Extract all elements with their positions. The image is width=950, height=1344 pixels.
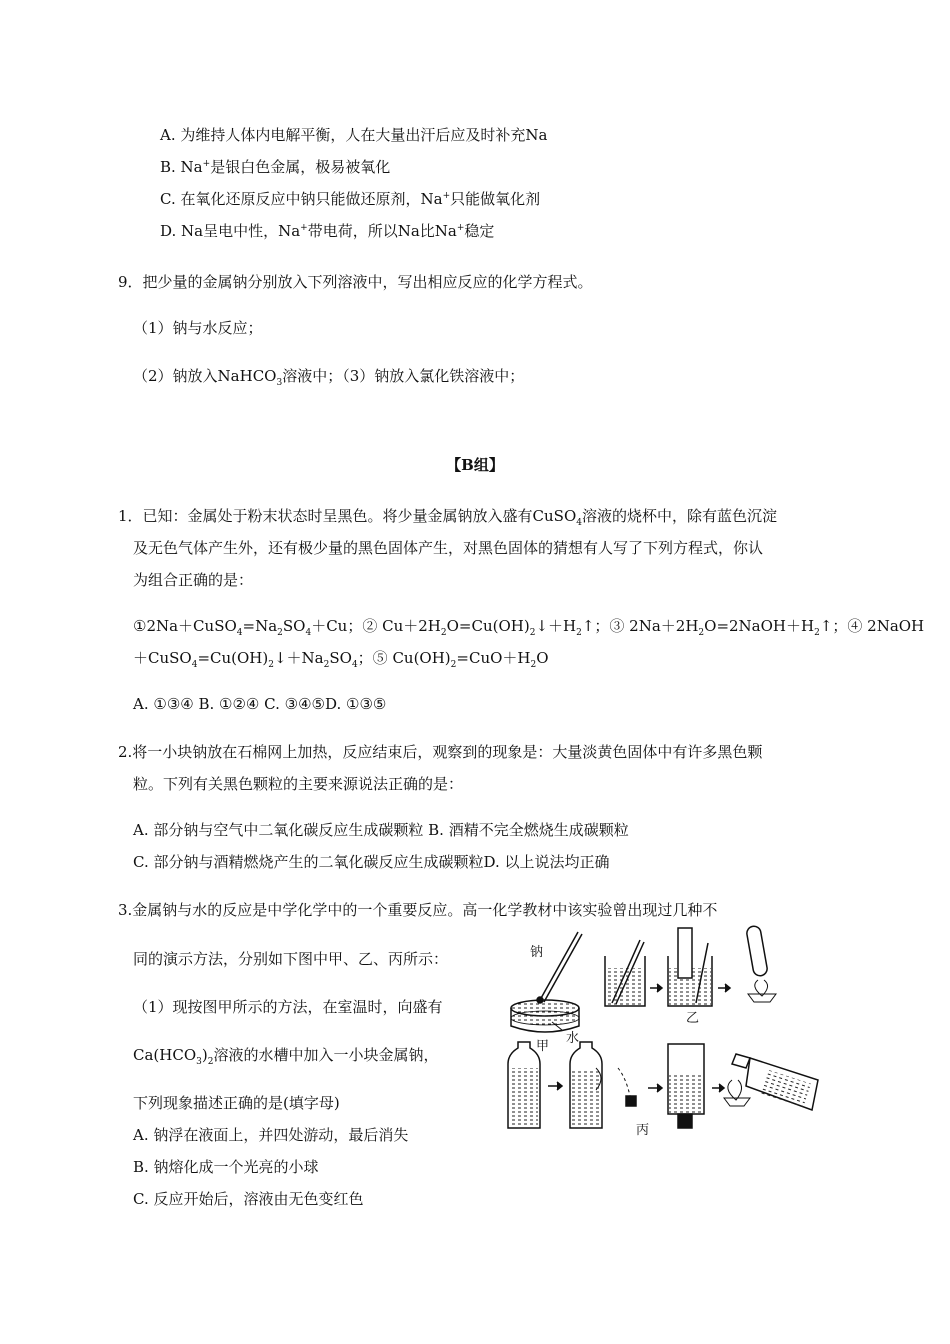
superscript: + [442, 191, 451, 201]
text: 溶液中；（3）钠放入氯化铁溶液中； [282, 367, 525, 385]
subscript: 2 [440, 628, 447, 638]
text: 带电荷，所以Na比Na [307, 222, 457, 240]
label-na: 钠 [530, 945, 544, 960]
group-b-title: 【B组】 [446, 456, 504, 474]
b1-equations-line2 [133, 648, 549, 668]
b2-options-line1: A. 部分钠与空气中二氧化碳反应生成碳颗粒 B. 酒精不完全燃烧生成碳颗粒 [133, 821, 629, 839]
q8-option-c [160, 189, 540, 209]
text: 稳定 [464, 222, 495, 240]
superscript: + [300, 223, 308, 233]
q9-part1: （1）钠与水反应； [133, 319, 263, 337]
subscript: 3 [196, 1057, 202, 1067]
b3-part1-line2 [133, 1045, 438, 1065]
b3-option-a: A. 钠浮在液面上，并四处游动，最后消失 [133, 1126, 409, 1144]
b3-stem-line1: 3.金属钠与水的反应是中学化学中的一个重要反应。高一化学教材中该实验曾出现过几种不 [118, 901, 718, 919]
b3-part1-line3: 下列现象描述正确的是(填字母) [133, 1094, 340, 1112]
text: 1．已知：金属处于粉末状态时呈黑色。将少量金属钠放入盛有CuSO [118, 507, 577, 525]
b1-stem-line3: 为组合正确的是： [133, 571, 254, 589]
subscript: 4 [576, 518, 582, 528]
b1-stem-line1 [118, 506, 777, 526]
text: 只能做氧化剂 [450, 190, 541, 208]
b3-option-b: B. 钠熔化成一个光亮的小球 [133, 1158, 319, 1176]
text: ＋CuSO [133, 649, 192, 667]
subscript: 2 [576, 628, 582, 638]
subscript: 2 [207, 1057, 214, 1067]
b2-stem-line1: 2.将一小块钠放在石棉网上加热，反应结束后，观察到的现象是：大量淡黄色固体中有许多黑色颗 [118, 743, 763, 761]
text: ；⑤ Cu(OH) [357, 649, 451, 667]
label-jia: 甲 [536, 1039, 550, 1054]
text: ↓＋Na [273, 649, 324, 667]
text: 溶液的烧杯中，除有蓝色沉淀 [582, 507, 778, 525]
label-water: 水 [566, 1031, 580, 1046]
text: =CuO＋H [456, 649, 531, 667]
subscript: 4 [305, 628, 312, 638]
text: D. Na呈电中性，Na [160, 222, 301, 240]
q8-option-b [160, 157, 390, 177]
subscript: 2 [277, 628, 283, 638]
b1-stem-line2: 及无色气体产生外，还有极少量的黑色固体产生，对黑色固体的猜想有人写了下列方程式，你认 [133, 539, 764, 557]
subscript: 2 [814, 628, 820, 638]
label-bing: 丙 [636, 1123, 650, 1138]
subscript: 2 [268, 660, 274, 670]
text: 是银白色金属，极易被氧化 [210, 158, 391, 176]
q8-option-a-text: A. 为维持人体内电解平衡，人在大量出汗后应及时补充Na [160, 126, 548, 144]
text: Ca(HCO [133, 1046, 197, 1064]
text: O=2NaOH＋H [704, 617, 815, 635]
subscript: 2 [323, 660, 330, 670]
text: B. Na [160, 158, 203, 176]
q9-stem: 9．把少量的金属钠分别放入下列溶液中，写出相应反应的化学方程式。 [118, 273, 593, 291]
text: C. 在氧化还原反应中钠只能做还原剂，Na [160, 190, 443, 208]
subscript: 4 [236, 628, 243, 638]
b1-options: A. ①③④ B. ①②④ C. ③④⑤D. ①③⑤ [133, 695, 387, 713]
text: ①2Na＋CuSO [133, 617, 237, 635]
q8-option-a [160, 125, 547, 145]
b2-stem-line2: 粒。下列有关黑色颗粒的主要来源说法正确的是： [133, 775, 464, 793]
text: 溶液的水槽中加入一小块金属钠， [213, 1046, 439, 1064]
superscript: + [456, 223, 465, 233]
subscript: 4 [191, 660, 198, 670]
text: =Cu(OH) [197, 649, 269, 667]
label-yi: 乙 [686, 1011, 700, 1026]
subscript: 3 [276, 378, 283, 388]
experiment-figure [500, 918, 845, 1140]
text: ↓＋H [535, 617, 577, 635]
text: O [536, 649, 549, 667]
text: ) [201, 1046, 208, 1064]
text: ↑；③ 2Na＋2H [581, 617, 699, 635]
text: ↑；④ 2NaOH [819, 617, 925, 635]
b3-part1-line1: （1）现按图甲所示的方法，在室温时，向盛有 [133, 998, 443, 1016]
b3-option-c: C. 反应开始后，溶液由无色变红色 [133, 1190, 364, 1208]
text: SO [329, 649, 352, 667]
apparatus-yi [605, 925, 776, 1006]
subscript: 2 [530, 660, 537, 670]
apparatus-bing [508, 1042, 818, 1128]
subscript: 4 [351, 660, 358, 670]
q8-option-d [160, 221, 494, 241]
subscript: 2 [450, 660, 457, 670]
text: O=Cu(OH) [446, 617, 530, 635]
b2-options-line2: C. 部分钠与酒精燃烧产生的二氧化碳反应生成碳颗粒D. 以上说法均正确 [133, 853, 610, 871]
apparatus-jia [511, 932, 582, 1032]
superscript: + [202, 159, 211, 169]
b3-stem-line2: 同的演示方法，分别如下图中甲、乙、丙所示： [133, 950, 449, 968]
text: （2）钠放入NaHCO [133, 367, 277, 385]
subscript: 2 [698, 628, 705, 638]
b1-equations-line1 [133, 616, 924, 636]
text: ＋Cu；② Cu＋2H [311, 617, 441, 635]
text: SO [282, 617, 306, 635]
q9-part2 [133, 366, 524, 386]
subscript: 2 [529, 628, 536, 638]
text: =Na [242, 617, 278, 635]
